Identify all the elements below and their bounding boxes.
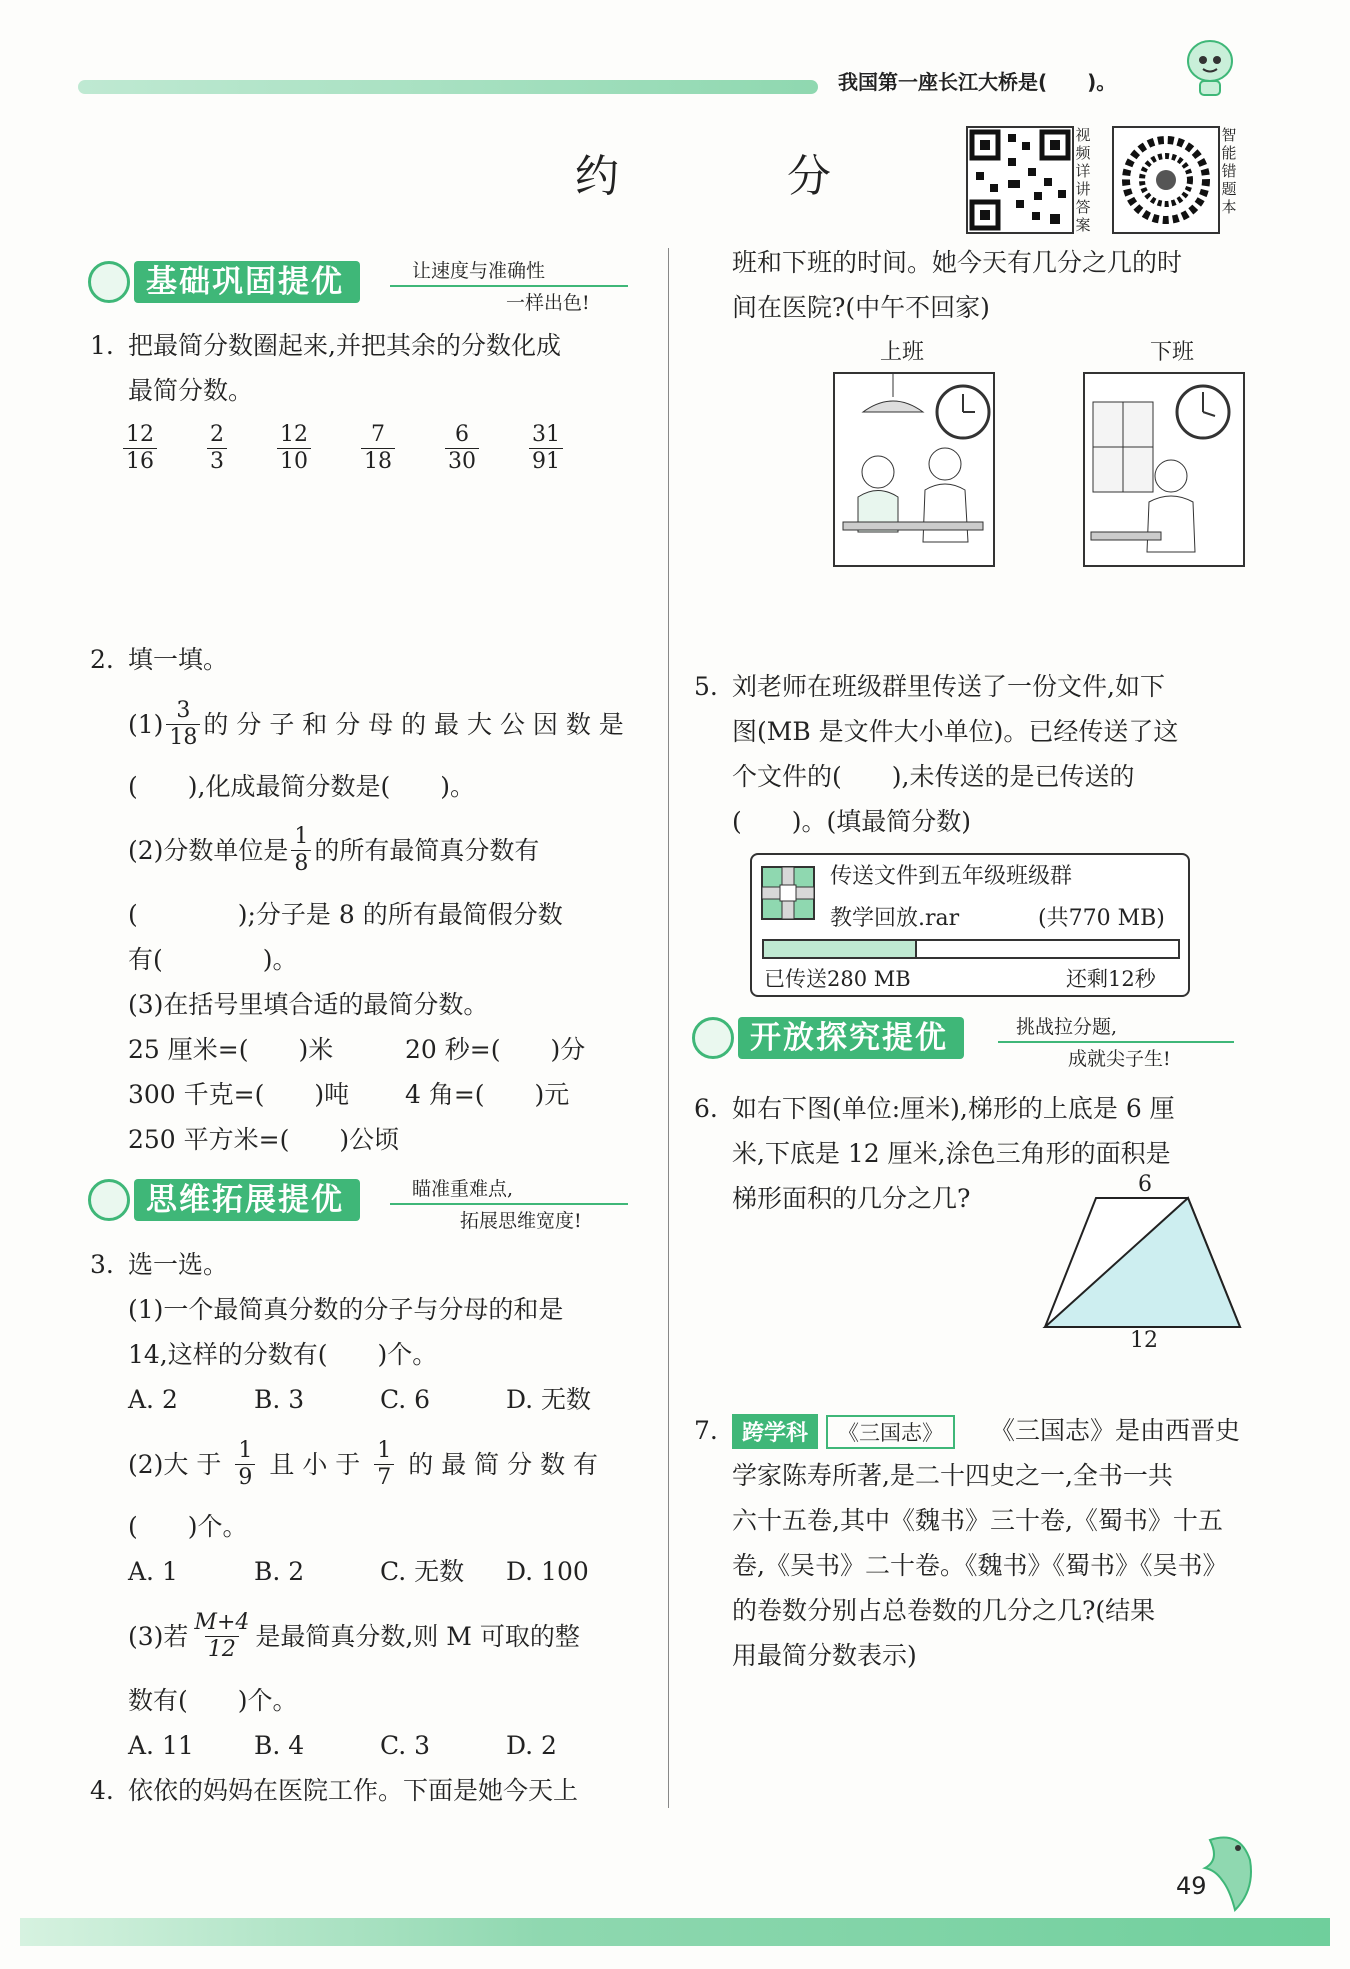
q7-line3: 六十五卷,其中《魏书》三十卷,《蜀书》十五 [732, 1506, 1223, 1535]
trapezoid-top-label: 6 [1138, 1172, 1152, 1197]
section-thinking-header [88, 1180, 360, 1220]
archive-file-icon [760, 865, 816, 921]
q2-r3a[interactable]: 250 平方米=( )公顷 [128, 1125, 400, 1154]
q3-head: 选一选。 [128, 1250, 229, 1279]
end-work-illustration [1083, 372, 1245, 567]
section-line [390, 285, 628, 287]
q7-line5: 的卷数分别占总卷数的几分之几?(结果 [732, 1596, 1156, 1625]
satellite-icon [692, 1017, 734, 1059]
q6-line3: 梯形面积的几分之几? [732, 1184, 971, 1213]
q2-p2-text: 的所有最简真分数有 [314, 836, 540, 865]
q4-line1: 依依的妈妈在医院工作。下面是她今天上 [128, 1776, 579, 1805]
q3-p2-label: (2)大 于 [128, 1450, 222, 1479]
section-explore-title: 开放探究提优 [738, 1017, 964, 1059]
progress-bar [762, 939, 1180, 959]
q2-head: 填一填。 [128, 645, 229, 674]
q3-o3-a[interactable]: A. 11 [128, 1731, 194, 1760]
remaining-time: 还剩12秒 [1066, 967, 1156, 991]
q2-p2-answer2[interactable]: 有( )。 [128, 945, 298, 974]
fraction[interactable]: $\frac{12}{10}$ [277, 424, 311, 473]
q2-p3: (3)在括号里填合适的最简分数。 [128, 990, 489, 1019]
q3-o3-b[interactable]: B. 4 [254, 1731, 305, 1760]
q3-p2-text: 的 最 简 分 数 有 [408, 1450, 599, 1479]
q2-r2a[interactable]: 300 千克=( )吨 [128, 1080, 350, 1109]
topic-tag: 《三国志》 [826, 1415, 955, 1449]
cross-subject-tag: 跨学科 [732, 1414, 818, 1449]
q3-p2 [128, 1440, 598, 1489]
q6-line1: 如右下图(单位:厘米),梯形的上底是 6 厘 [732, 1094, 1175, 1123]
q7-line1: 《三国志》是由西晋史 [990, 1416, 1241, 1445]
q2-p2-label: (2)分数单位是 [128, 836, 289, 865]
fraction[interactable]: $\frac{31}{91}$ [529, 424, 563, 473]
qr2-label: 智能错题本 [1221, 126, 1237, 216]
q5-line2: 图(MB 是文件大小单位)。已经传送了这 [732, 717, 1179, 746]
section-thinking-title: 思维拓展提优 [134, 1179, 360, 1221]
q4-number: 4. [90, 1776, 114, 1805]
column-divider [668, 248, 669, 1808]
trapezoid-diagram [1040, 1194, 1246, 1332]
qr-code-wrongbook[interactable] [1112, 126, 1220, 234]
trapezoid-bottom-label: 12 [1130, 1328, 1158, 1353]
q3-o2-a[interactable]: A. 1 [128, 1557, 178, 1586]
fraction[interactable]: $\frac{6}{30}$ [445, 424, 479, 473]
q5-line1: 刘老师在班级群里传送了一份文件,如下 [732, 672, 1165, 701]
q6-number: 6. [694, 1094, 718, 1123]
q2-p1-answer[interactable]: ( ),化成最简分数是( )。 [128, 772, 475, 801]
q4-caption-start: 上班 [880, 340, 925, 365]
start-work-illustration [833, 372, 995, 567]
q3-o1-c[interactable]: C. 6 [380, 1385, 431, 1414]
q3-p1a: (1)一个最简真分数的分子与分母的和是 [128, 1295, 564, 1324]
q7-line4: 卷,《吴书》二十卷。《魏书》《蜀书》《吴书》 [732, 1551, 1228, 1580]
qr1-label: 视频详讲答案 [1075, 126, 1091, 234]
header-bar [78, 80, 818, 94]
q7-tags [732, 1414, 955, 1449]
q2-p2 [128, 826, 539, 875]
q3-p3-answer[interactable]: 数有( )个。 [128, 1686, 298, 1715]
q2-p1 [128, 700, 624, 749]
q3-p3 [128, 1612, 580, 1661]
file-transfer-box [750, 853, 1190, 997]
q5-number: 5. [694, 672, 718, 701]
q2-r1a[interactable]: 25 厘米=( )米 [128, 1035, 334, 1064]
q3-p3-text: 是最简真分数,则 M 可取的整 [255, 1622, 580, 1651]
section-thinking-slogan1: 瞄准重难点, [412, 1178, 514, 1200]
qr-circle-icon [1114, 128, 1218, 232]
q3-o3-c[interactable]: C. 3 [380, 1731, 431, 1760]
q3-o2-d[interactable]: D. 100 [506, 1557, 589, 1586]
q3-o2-c[interactable]: C. 无数 [380, 1557, 465, 1586]
section-thinking-slogan2: 拓展思维宽度! [460, 1210, 582, 1232]
q6-line2: 米,下底是 12 厘米,涂色三角形的面积是 [732, 1139, 1171, 1168]
q3-o2-b[interactable]: B. 2 [254, 1557, 305, 1586]
page-title: 约 分 [575, 151, 893, 202]
q3-p2-mid: 且 小 于 [269, 1450, 361, 1479]
q2-r1b[interactable]: 20 秒=( )分 [405, 1035, 586, 1064]
fraction[interactable]: $\frac{2}{3}$ [207, 424, 227, 473]
q5-line3[interactable]: 个文件的( ),未传送的是已传送的 [732, 762, 1135, 791]
section-line [390, 1203, 628, 1205]
fraction[interactable]: $\frac{12}{16}$ [123, 424, 157, 473]
file-size: (共770 MB) [1038, 906, 1165, 931]
sent-size: 已传送280 MB [764, 967, 911, 991]
q1-fractions [120, 424, 566, 473]
fraction: $\frac{3}{18}$ [166, 700, 200, 749]
qr-code-answers[interactable] [966, 126, 1074, 234]
q1-line1: 把最简分数圈起来,并把其余的分数化成 [128, 331, 561, 360]
robot-mascot-icon [1185, 35, 1235, 97]
q3-number: 3. [90, 1250, 114, 1279]
q7-line2: 学家陈寿所著,是二十四史之一,全书一共 [732, 1461, 1173, 1490]
fraction: $\frac{1}{7}$ [374, 1440, 394, 1489]
q4-line3: 间在医院?(中午不回家) [732, 293, 990, 322]
section-explore-header [692, 1018, 964, 1058]
q4-line2: 班和下班的时间。她今天有几分之几的时 [732, 248, 1183, 277]
q7-line6: 用最简分数表示) [732, 1641, 917, 1670]
q3-o1-a[interactable]: A. 2 [128, 1385, 178, 1414]
q2-r2b[interactable]: 4 角=( )元 [405, 1080, 570, 1109]
header-question: 我国第一座长江大桥是( )。 [838, 70, 1117, 94]
qr-pattern-icon [968, 128, 1072, 232]
progress-fill [764, 941, 917, 957]
footer-bar [20, 1918, 1330, 1946]
fraction: $\frac{M+4}{12}$ [194, 1610, 250, 1662]
file-transfer-title: 传送文件到五年级班级群 [830, 864, 1073, 889]
q1-number: 1. [90, 331, 114, 360]
ufo-icon [88, 1179, 130, 1221]
section-basic-title: 基础巩固提优 [134, 261, 360, 303]
dolphin-mascot-icon [1200, 1830, 1262, 1920]
page-number: 49 [1176, 1872, 1207, 1900]
section-explore-slogan1: 挑战拉分题, [1016, 1016, 1118, 1038]
q2-number: 2. [90, 645, 114, 674]
fraction: $\frac{1}{8}$ [291, 826, 311, 875]
section-basic-slogan2: 一样出色! [506, 292, 590, 314]
section-basic-slogan1: 让速度与准确性 [412, 260, 546, 282]
q3-o1-d[interactable]: D. 无数 [506, 1385, 592, 1414]
q3-p3-label: (3)若 [128, 1622, 189, 1651]
q7-number: 7. [694, 1416, 718, 1445]
section-basic-header [88, 262, 360, 302]
q2-p1-text: 的 分 子 和 分 母 的 最 大 公 因 数 是 [203, 710, 624, 739]
atom-icon [88, 261, 130, 303]
q5-line4[interactable]: ( )。(填最简分数) [732, 807, 972, 836]
q2-p2-answer1[interactable]: ( );分子是 8 的所有最简假分数 [128, 900, 563, 929]
section-line [998, 1041, 1234, 1043]
q2-p1-label: (1) [128, 710, 164, 739]
file-name: 教学回放.rar [830, 906, 960, 931]
q3-o3-d[interactable]: D. 2 [506, 1731, 557, 1760]
fraction: $\frac{1}{9}$ [235, 1440, 255, 1489]
q4-caption-end: 下班 [1150, 340, 1195, 365]
fraction[interactable]: $\frac{7}{18}$ [361, 424, 395, 473]
q1-line2: 最简分数。 [128, 376, 254, 405]
q3-p2-answer[interactable]: ( )个。 [128, 1512, 248, 1541]
section-explore-slogan2: 成就尖子生! [1068, 1048, 1171, 1070]
q3-o1-b[interactable]: B. 3 [254, 1385, 305, 1414]
q3-p1b[interactable]: 14,这样的分数有( )个。 [128, 1340, 438, 1369]
